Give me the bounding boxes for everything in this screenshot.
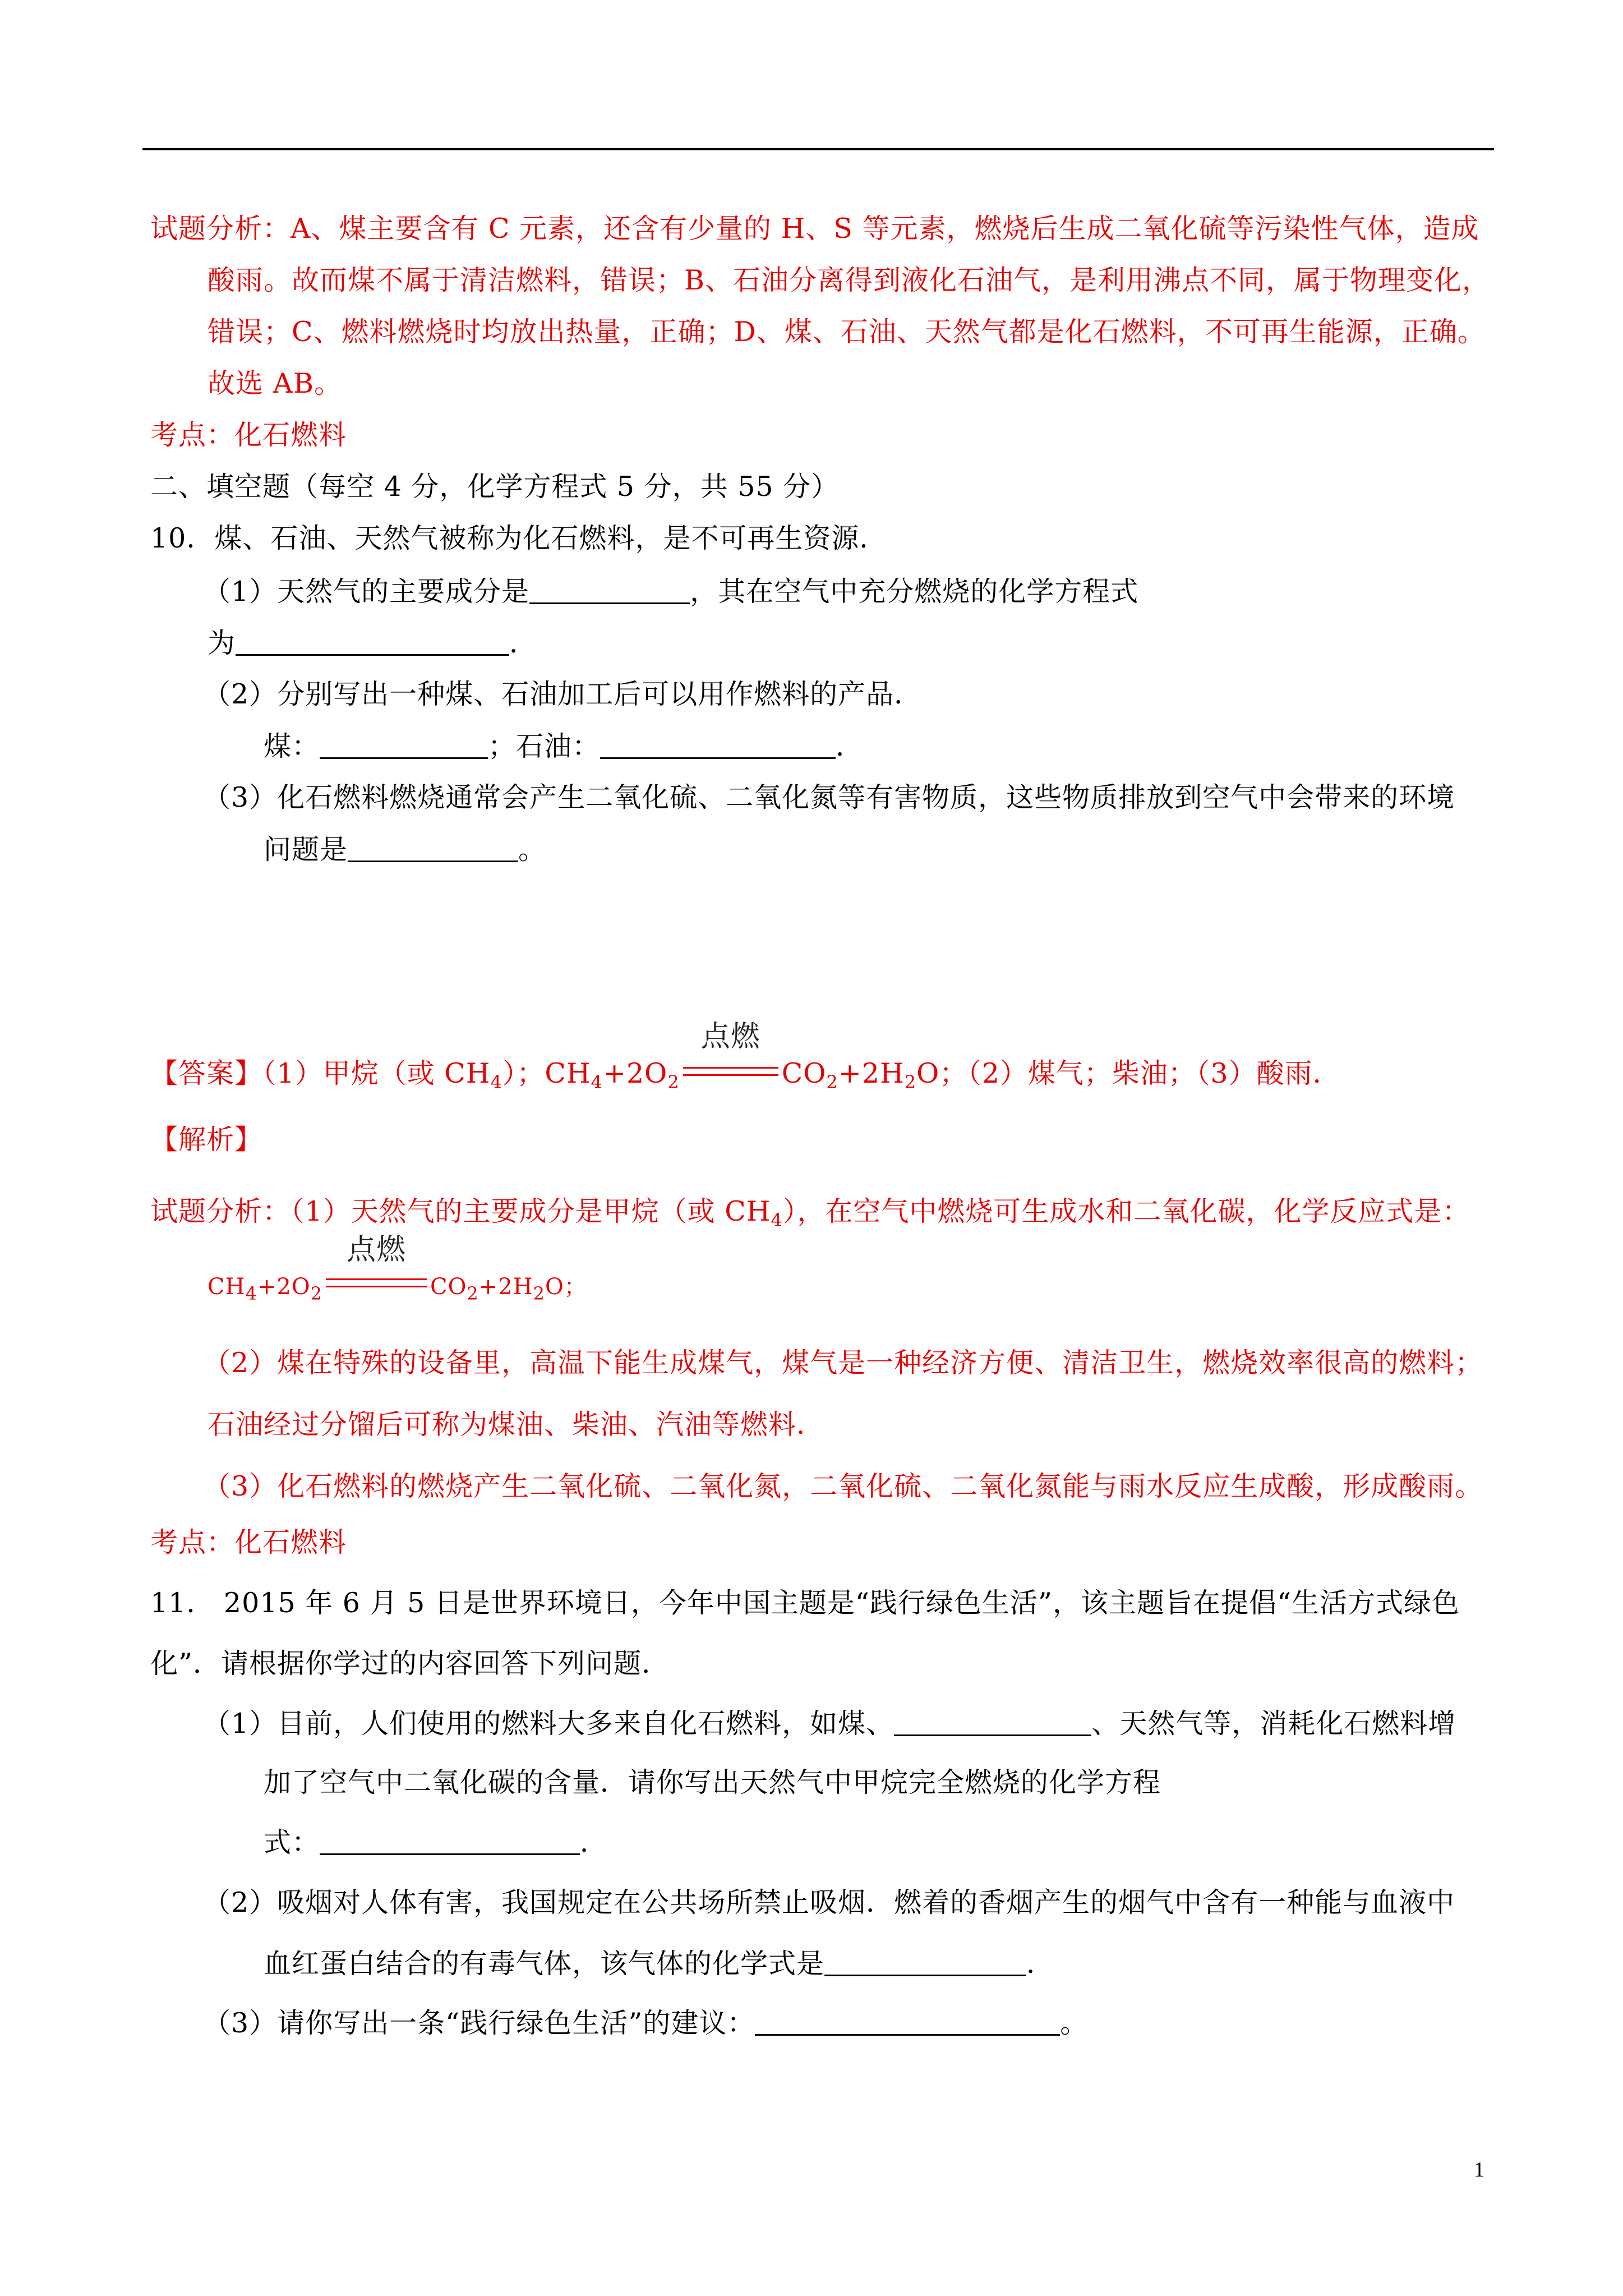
sub-4: 4 — [771, 1209, 783, 1231]
q10-p1-text-a: （1）天然气的主要成分是 — [203, 576, 530, 608]
sub-2: 2 — [667, 1071, 680, 1093]
analysis-10-line3: （2）煤在特殊的设备里，高温下能生成煤气，煤气是一种经济方便、清洁卫生，燃烧效率很高的燃料； — [203, 1347, 1483, 1379]
q10-blank-equation[interactable] — [236, 625, 509, 656]
reaction-condition — [683, 1020, 778, 1092]
q10-p2-end: ． — [836, 730, 864, 762]
q10-stem: 10．煤、石油、天然气被称为化石燃料，是不可再生资源． — [150, 522, 888, 554]
eq-co: CO — [430, 1274, 467, 1300]
answer-text-3: +2O — [602, 1057, 668, 1089]
q10-p3-end: 。 — [518, 834, 547, 866]
q10-part1-line2 — [208, 625, 537, 661]
eq-h: +2H — [478, 1274, 533, 1300]
double-arrow-line — [683, 1067, 778, 1076]
q11-p3-end: 。 — [1060, 2007, 1089, 2039]
q11-part2-line2 — [264, 1945, 1054, 1982]
q11-blank-suggestion[interactable] — [755, 2005, 1060, 2036]
q10-p1-text-c: 为 — [208, 627, 236, 659]
sub-4: 4 — [245, 1283, 257, 1304]
analysis-q9-line2: 酸雨。故而煤不属于清洁燃料，错误；B、石油分离得到液化石油气，是利用沸点不同，属于物理变化， — [208, 264, 1491, 296]
q11-part1-line2: 加了空气中二氧化碳的含量．请你写出天然气中甲烷完全燃烧的化学方程 — [264, 1766, 1161, 1798]
header-rule — [142, 148, 1494, 150]
eq-o: +2O — [257, 1274, 311, 1300]
sub-2: 2 — [467, 1283, 479, 1304]
condition-label: 点燃 — [700, 1020, 760, 1053]
q10-part1-line1 — [203, 573, 1138, 610]
q11-p2-text: 血红蛋白结合的有毒气体，该气体的化学式是 — [264, 1948, 825, 1980]
analysis-10-line5: （3）化石燃料的燃烧产生二氧化硫、二氧化氮，二氧化硫、二氧化氮能与雨水反应生成酸，形成酸雨。 — [203, 1470, 1483, 1502]
reaction-condition — [326, 1233, 427, 1305]
sub-2: 2 — [826, 1071, 838, 1093]
page-number: 1 — [1474, 2158, 1484, 2182]
q11-part1-line3 — [264, 1824, 608, 1861]
q10-p1-text-b: ，其在空气中充分燃烧的化学方程式 — [690, 576, 1139, 608]
q11-part3 — [203, 2005, 1088, 2041]
answer-text-5: +2H — [838, 1057, 905, 1089]
q10-p3-text: 问题是 — [264, 834, 348, 866]
q10-oil-label: ；石油： — [488, 730, 601, 762]
condition-label: 点燃 — [346, 1233, 406, 1267]
sub-2: 2 — [310, 1283, 322, 1304]
answer-text-2: ）；CH — [502, 1057, 591, 1089]
answer-text-1: （1）甲烷（或 CH — [262, 1057, 491, 1089]
q10-p1-end: ． — [509, 627, 538, 659]
q10-part3-line1: （3）化石燃料燃烧通常会产生二氧化硫、二氧化氮等有害物质，这些物质排放到空气中会带来的环境 — [203, 781, 1455, 813]
double-arrow-line — [326, 1278, 427, 1287]
section2-title: 二、填空题（每空 4 分，化学方程式 5 分，共 55 分） — [150, 471, 840, 503]
q10-blank-main-component[interactable] — [529, 573, 690, 604]
q11-blank-gas-formula[interactable] — [824, 1945, 1026, 1976]
answer-label: 【答案】 — [150, 1057, 263, 1089]
q11-part1-line1 — [203, 1705, 1456, 1742]
q11-p2-end: ． — [1026, 1948, 1055, 1980]
analysis-q9-line3: 错误；C、燃料燃烧时均放出热量，正确；D、煤、石油、天然气都是化石燃料，不可再生能源，正确。 — [208, 316, 1486, 348]
q10-blank-oil[interactable] — [600, 728, 836, 759]
answer-10 — [150, 1020, 1341, 1100]
sub-2: 2 — [904, 1071, 917, 1093]
answer-text-4: CO — [781, 1057, 827, 1089]
q10-blank-coal[interactable] — [320, 728, 488, 759]
q11-stem-line2: 化”．请根据你学过的内容回答下列问题． — [150, 1648, 670, 1680]
q11-part2-line1: （2）吸烟对人体有害，我国规定在公共场所禁止吸烟．燃着的香烟产生的烟气中含有一种能与血液中 — [203, 1887, 1455, 1918]
sub-2: 2 — [533, 1283, 545, 1304]
q11-p1-text-d: 式： — [264, 1826, 320, 1858]
analysis-10-line1 — [150, 1194, 1470, 1238]
eq-end: O； — [545, 1274, 587, 1300]
answer-text-6: O；（2）煤气；柴油；（3）酸雨． — [916, 1057, 1341, 1089]
analysis-10-equation — [208, 1233, 587, 1312]
kaodian-q9: 考点：化石燃料 — [150, 419, 347, 451]
q11-p1-text-b: 、天然气等，消耗化石燃料增 — [1091, 1708, 1456, 1740]
q10-part2: （2）分别写出一种煤、石油加工后可以用作燃料的产品． — [203, 678, 923, 710]
sub-4: 4 — [591, 1071, 603, 1093]
analysis-10-l1a: 试题分析：（1）天然气的主要成分是甲烷（或 CH — [150, 1195, 771, 1227]
q11-blank-equation[interactable] — [320, 1824, 580, 1855]
analysis-q9-line4: 故选 AB。 — [208, 367, 342, 399]
q11-p1-end: ． — [580, 1826, 608, 1858]
q10-blank-environment[interactable] — [348, 831, 518, 862]
q10-part2-answers — [264, 728, 864, 765]
analysis-10-l1b: ），在空气中燃烧可生成水和二氧化碳，化学反应式是： — [782, 1195, 1470, 1227]
q10-part3-line2 — [264, 831, 546, 868]
q11-p1-text-a: （1）目前，人们使用的燃料大多来自化石燃料，如煤、 — [203, 1708, 895, 1740]
analysis-10-line4: 石油经过分馏后可称为煤油、柴油、汽油等燃料． — [208, 1409, 825, 1441]
analysis-q9-line1: 试题分析：A、煤主要含有 C 元素，还含有少量的 H、S 等元素，燃烧后生成二氧化硫等污染性气体，造成 — [150, 213, 1479, 245]
q11-stem-line1: 11． 2015 年 6 月 5 日是世界环境日，今年中国主题是“践行绿色生活”，该主题旨在提倡“生活方式绿色 — [150, 1587, 1460, 1619]
q10-coal-label: 煤： — [264, 730, 320, 762]
eq-ch: CH — [208, 1274, 246, 1300]
kaodian-10: 考点：化石燃料 — [150, 1526, 347, 1558]
q11-p3-text: （3）请你写出一条“践行绿色生活”的建议： — [203, 2007, 755, 2039]
analysis-10-label: 【解析】 — [150, 1124, 263, 1156]
sub-4: 4 — [490, 1071, 502, 1093]
q11-blank-fuel[interactable] — [894, 1705, 1091, 1736]
